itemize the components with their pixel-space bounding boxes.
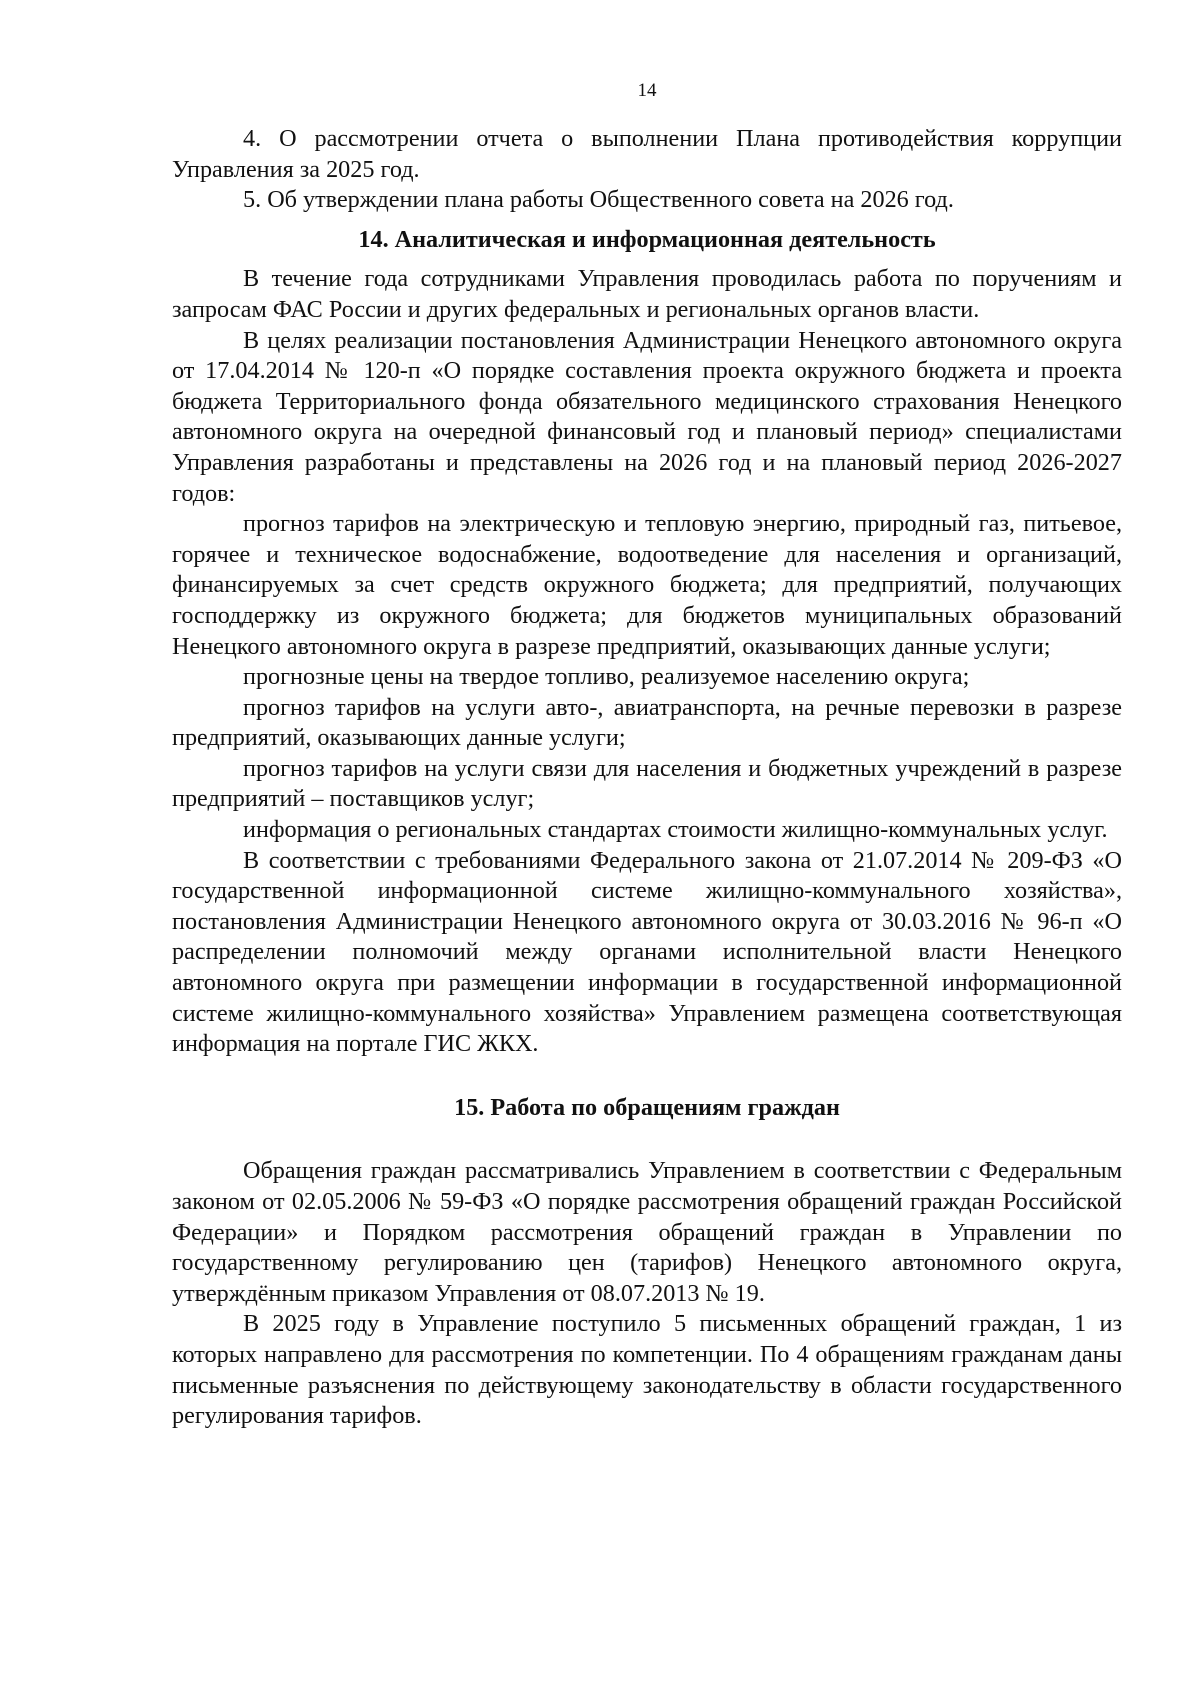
- section-14-paragraph-gis: В соответствии с требованиями Федерального закона от 21.07.2014 № 209-ФЗ «О государственной информационной системе жилищно-коммунального хозяйства», постановления Администрации Ненецкого автономного округа от 30.03.2016 № 96-п «О распределении полномочий между органами исполнительной власти Ненецкого автономного округа при размещении информации в государственной информационной системе жилищно-коммунального хозяйства» Управлением размещена соответствующая информация на портале ГИС ЖКХ.: [172, 846, 1122, 1058]
- forecast-list-item-5: информация о региональных стандартах стоимости жилищно-коммунальных услуг.: [243, 816, 1108, 844]
- section-15-paragraph-1: Обращения граждан рассматривались Управлением в соответствии с Федеральным законом от 02.05.2006 № 59-ФЗ «О порядке рассмотрения обращений граждан Российской Федерации» и Порядком рассмотрения обращений граждан в Управлении по государственному регулированию цен (тарифов) Ненецкого автономного округа, утверждённым приказом Управления от 08.07.2013 № 19.: [172, 1157, 1122, 1307]
- section-14-paragraph-1: В течение года сотрудниками Управления проводилась работа по поручениям и запросам ФАС России и других федеральных и региональных органов власти.: [172, 265, 1122, 323]
- forecast-list-item-3: прогноз тарифов на услуги авто-, авиатранспорта, на речные перевозки в разрезе предприятий, оказывающих данные услуги;: [172, 693, 1122, 752]
- forecast-list-item-2: прогнозные цены на твердое топливо, реализуемое населению округа;: [243, 663, 970, 691]
- forecast-list-item-1: прогноз тарифов на электрическую и тепловую энергию, природный газ, питьевое, горячее и техническое водоснабжение, водоотведение для населения и организаций, финансируемых за счет средств окружного бюджета; для предприятий, получающих господдержку из окружного бюджета; для бюджетов муниципальных образований Ненецкого автономного округа в разрезе предприятий, оказывающих данные услуги;: [172, 510, 1122, 660]
- section-15-paragraph-2: В 2025 году в Управление поступило 5 письменных обращений граждан, 1 из которых направлено для рассмотрения по компетенции. По 4 обращениям гражданам даны письменные разъяснения по действующему законодательству в области государственного регулирования тарифов.: [172, 1310, 1122, 1430]
- forecast-list-item-4: прогноз тарифов на услуги связи для населения и бюджетных учреждений в разрезе предприятий – поставщиков услуг;: [172, 754, 1122, 813]
- section-15-heading: 15. Работа по обращениям граждан: [454, 1093, 840, 1121]
- section-14-paragraph-2: В целях реализации постановления Администрации Ненецкого автономного округа от 17.04.2014 № 120-п «О порядке составления проекта окружного бюджета и проекта бюджета Территориального фонда обязательного медицинского страхования Ненецкого автономного округа на очередной финансовый год и плановый период» специалистами Управления разработаны и представлены на 2026 год и на плановый период 2026-2027 годов:: [172, 326, 1122, 507]
- agenda-item-4: 4. О рассмотрении отчета о выполнении Плана противодействия коррупции Управления за 2025 год.: [172, 125, 1122, 183]
- section-14-heading: 14. Аналитическая и информационная деятельность: [358, 225, 936, 253]
- page-number: 14: [637, 80, 657, 101]
- document-body: [172, 124, 1122, 1432]
- agenda-item-5: 5. Об утверждении плана работы Общественного совета на 2026 год.: [243, 186, 954, 214]
